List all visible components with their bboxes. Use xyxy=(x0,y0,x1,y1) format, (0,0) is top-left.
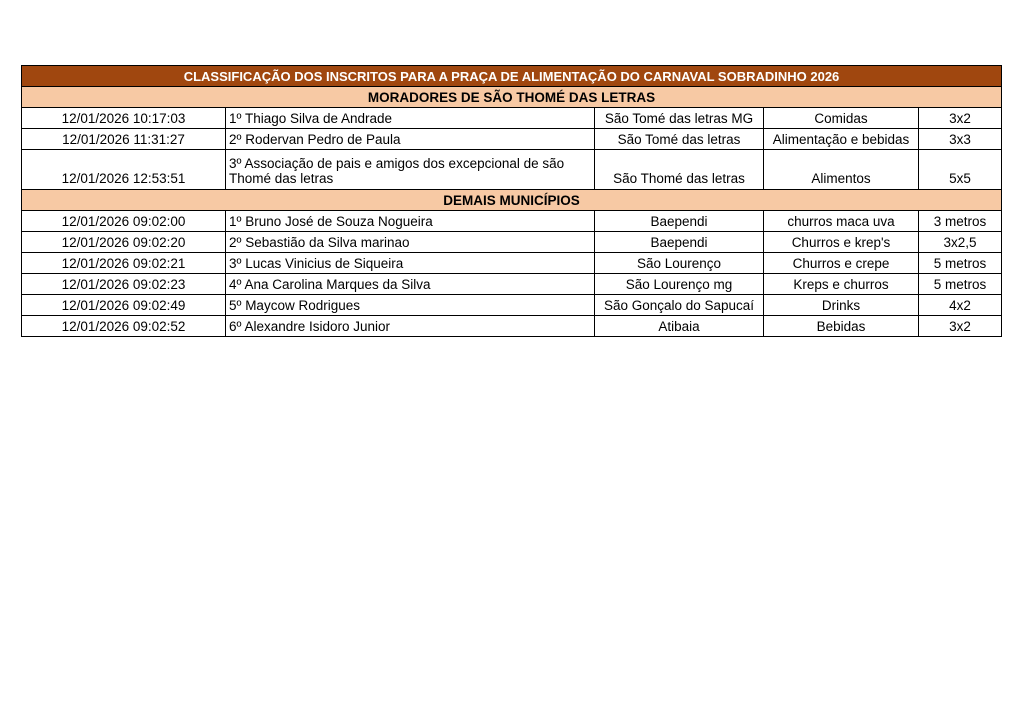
name-cell: 1º Thiago Silva de Andrade xyxy=(226,108,595,129)
size-cell: 3x2 xyxy=(919,316,1002,337)
table-row xyxy=(22,295,1002,316)
name-cell: 6º Alexandre Isidoro Junior xyxy=(226,316,595,337)
name-cell: 2º Rodervan Pedro de Paula xyxy=(226,129,595,150)
city-cell: Baependi xyxy=(595,211,764,232)
size-cell: 3 metros xyxy=(919,211,1002,232)
timestamp-cell: 12/01/2026 09:02:52 xyxy=(22,316,226,337)
table-row xyxy=(22,129,1002,150)
table-row xyxy=(22,232,1002,253)
timestamp-cell: 12/01/2026 09:02:23 xyxy=(22,274,226,295)
city-cell: São Lourenço xyxy=(595,253,764,274)
timestamp-cell: 12/01/2026 12:53:51 xyxy=(22,150,226,190)
size-cell: 5 metros xyxy=(919,274,1002,295)
name-cell: 2º Sebastião da Silva marinao xyxy=(226,232,595,253)
product-cell: Churros e crepe xyxy=(764,253,919,274)
product-cell: Alimentação e bebidas xyxy=(764,129,919,150)
product-cell: Churros e krep's xyxy=(764,232,919,253)
name-cell: 3º Lucas Vinicius de Siqueira xyxy=(226,253,595,274)
section-header-row xyxy=(22,87,1002,108)
name-cell: 1º Bruno José de Souza Nogueira xyxy=(226,211,595,232)
timestamp-cell: 12/01/2026 09:02:20 xyxy=(22,232,226,253)
city-cell: São Tomé das letras MG xyxy=(595,108,764,129)
title-row xyxy=(22,66,1002,87)
classification-sheet xyxy=(21,65,1001,337)
section-header-row xyxy=(22,190,1002,211)
size-cell: 3x2,5 xyxy=(919,232,1002,253)
size-cell: 5x5 xyxy=(919,150,1002,190)
timestamp-cell: 12/01/2026 11:31:27 xyxy=(22,129,226,150)
table-row xyxy=(22,253,1002,274)
timestamp-cell: 12/01/2026 09:02:21 xyxy=(22,253,226,274)
product-cell: Comidas xyxy=(764,108,919,129)
name-cell: 3º Associação de pais e amigos dos excepcional de são Thomé das letras xyxy=(226,150,595,190)
size-cell: 3x3 xyxy=(919,129,1002,150)
product-cell: Alimentos xyxy=(764,150,919,190)
section-heading: DEMAIS MUNICÍPIOS xyxy=(22,190,1002,211)
product-cell: Kreps e churros xyxy=(764,274,919,295)
size-cell: 3x2 xyxy=(919,108,1002,129)
name-cell: 4º Ana Carolina Marques da Silva xyxy=(226,274,595,295)
city-cell: São Lourenço mg xyxy=(595,274,764,295)
product-cell: Drinks xyxy=(764,295,919,316)
city-cell: Atibaia xyxy=(595,316,764,337)
table-row xyxy=(22,150,1002,190)
city-cell: São Thomé das letras xyxy=(595,150,764,190)
city-cell: São Tomé das letras xyxy=(595,129,764,150)
timestamp-cell: 12/01/2026 09:02:00 xyxy=(22,211,226,232)
table-row xyxy=(22,274,1002,295)
city-cell: Baependi xyxy=(595,232,764,253)
table-row xyxy=(22,316,1002,337)
table-row xyxy=(22,211,1002,232)
city-cell: São Gonçalo do Sapucaí xyxy=(595,295,764,316)
size-cell: 5 metros xyxy=(919,253,1002,274)
timestamp-cell: 12/01/2026 10:17:03 xyxy=(22,108,226,129)
product-cell: Bebidas xyxy=(764,316,919,337)
size-cell: 4x2 xyxy=(919,295,1002,316)
timestamp-cell: 12/01/2026 09:02:49 xyxy=(22,295,226,316)
table-title: CLASSIFICAÇÃO DOS INSCRITOS PARA A PRAÇA DE ALIMENTAÇÃO DO CARNAVAL SOBRADINHO 2026 xyxy=(22,66,1002,87)
table-row xyxy=(22,108,1002,129)
name-cell: 5º Maycow Rodrigues xyxy=(226,295,595,316)
section-heading: MORADORES DE SÃO THOMÉ DAS LETRAS xyxy=(22,87,1002,108)
classification-table xyxy=(21,65,1002,337)
product-cell: churros maca uva xyxy=(764,211,919,232)
